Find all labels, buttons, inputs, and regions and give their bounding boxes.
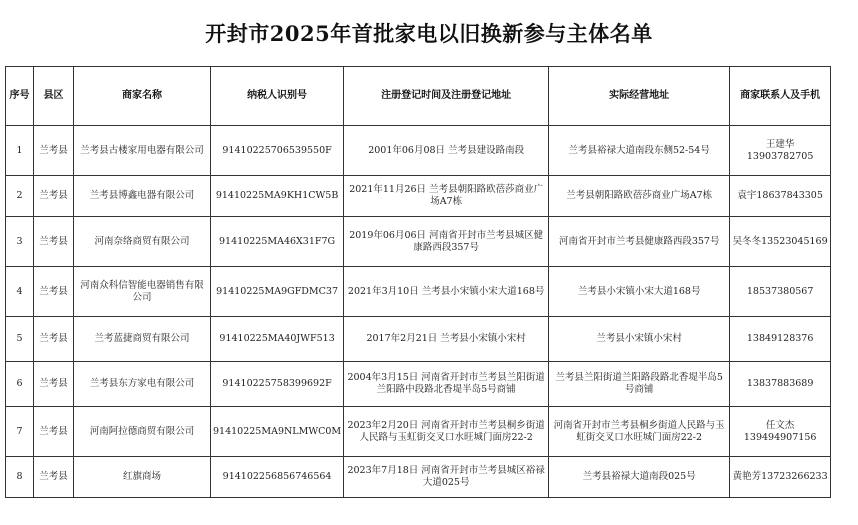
cell-merchant-name: 兰考蓝捷商贸有限公司 [74,317,211,362]
cell-no: 4 [6,267,34,317]
participant-table [5,66,831,498]
cell-tax-id: 91410225685674656​4 [211,457,344,498]
cell-registration: 2004年3月15日 河南省开封市兰考县兰阳街道兰阳路中段路北香堤半岛5号商铺 [344,362,549,407]
cell-county: 兰考县 [34,126,74,176]
table-row [6,317,831,362]
cell-merchant-name: 兰考县博鑫电器有限公司 [74,176,211,217]
cell-contact: 18537380567 [730,267,831,317]
cell-registration: 2021年11月26日 兰考县朝阳路欧蓓莎商业广场A7栋 [344,176,549,217]
column-header: 实际经营地址 [549,67,730,126]
cell-address: 河南省开封市兰考县健康路西段357号 [549,217,730,267]
cell-tax-id: 91410225MA9KH1CW5B [211,176,344,217]
cell-contact: 袁宇18637843305 [730,176,831,217]
cell-address: 兰考县裕禄大道南段025号 [549,457,730,498]
cell-county: 兰考县 [34,317,74,362]
column-header: 商家名称 [74,67,211,126]
column-header: 注册登记时间及注册登记地址 [344,67,549,126]
cell-registration: 2023年2月20日 河南省开封市兰考县桐乡街道人民路与玉虹街交叉口水旺城门面房22-2 [344,407,549,457]
table-row [6,217,831,267]
cell-merchant-name: 兰考县东方家电有限公司 [74,362,211,407]
cell-address: 兰考县小宋镇小宋大道168号 [549,267,730,317]
cell-address: 兰考县兰阳街道兰阳路段路北香堤半岛5号商铺 [549,362,730,407]
column-header: 商家联系人及手机 [730,67,831,126]
cell-county: 兰考县 [34,457,74,498]
cell-no: 7 [6,407,34,457]
cell-registration: 2019年06月06日 河南省开封市兰考县城区健康路西段357号 [344,217,549,267]
cell-merchant-name: 河南众科信智能电器销售有限公司 [74,267,211,317]
cell-no: 3 [6,217,34,267]
cell-county: 兰考县 [34,267,74,317]
cell-registration: 2021年3月10日 兰考县小宋镇小宋大道168号 [344,267,549,317]
cell-county: 兰考县 [34,176,74,217]
cell-address: 兰考县朝阳路欧蓓莎商业广场A7栋 [549,176,730,217]
cell-registration: 2017年2月21日 兰考县小宋镇小宋村 [344,317,549,362]
table-row [6,362,831,407]
cell-merchant-name: 河南阿拉德商贸有限公司 [74,407,211,457]
cell-county: 兰考县 [34,407,74,457]
cell-tax-id: 91410225706539550F [211,126,344,176]
column-header: 县区 [34,67,74,126]
cell-registration: 2023年7月18日 河南省开封市兰考县城区裕禄大道025号 [344,457,549,498]
cell-merchant-name: 河南奈络商贸有限公司 [74,217,211,267]
cell-contact: 吴冬冬13523045169 [730,217,831,267]
cell-merchant-name: 红旗商场 [74,457,211,498]
cell-contact: 黄艳芳13723266233 [730,457,831,498]
cell-merchant-name: 兰考县古楼家用电器有限公司 [74,126,211,176]
cell-tax-id: 91410225MA9GFDMC37 [211,267,344,317]
cell-county: 兰考县 [34,362,74,407]
cell-address: 河南省开封市兰考县桐乡街道人民路与玉虹街交叉口水旺城门面房22-2 [549,407,730,457]
cell-tax-id: 91410225MA40JWF513 [211,317,344,362]
table-row [6,407,831,457]
cell-tax-id: 914102257583996​92F [211,362,344,407]
table-row [6,176,831,217]
cell-county: 兰考县 [34,217,74,267]
page-title: 开封市2025年首批家电以旧换新参与主体名单 [205,21,653,46]
cell-tax-id: 91410225MA46X31F7G [211,217,344,267]
cell-no: 1 [6,126,34,176]
column-header: 序号 [6,67,34,126]
cell-no: 2 [6,176,34,217]
column-header: 纳税人识别号 [211,67,344,126]
cell-address: 兰考县小宋镇小宋村 [549,317,730,362]
table-row [6,126,831,176]
cell-tax-id: 91410225MA9NLMWC0M [211,407,344,457]
cell-contact: 王建华 13903782705 [730,126,831,176]
table-row [6,457,831,498]
cell-contact: 任文杰 13949490715​6 [730,407,831,457]
cell-registration: 2001年06月08日 兰考县建设路南段 [344,126,549,176]
cell-contact: 13849128376 [730,317,831,362]
cell-no: 8 [6,457,34,498]
cell-contact: 13837883689 [730,362,831,407]
cell-address: 兰考县裕禄大道南段东侧52-54号 [549,126,730,176]
table-header-row [6,67,831,126]
table-row [6,267,831,317]
cell-no: 5 [6,317,34,362]
cell-no: 6 [6,362,34,407]
